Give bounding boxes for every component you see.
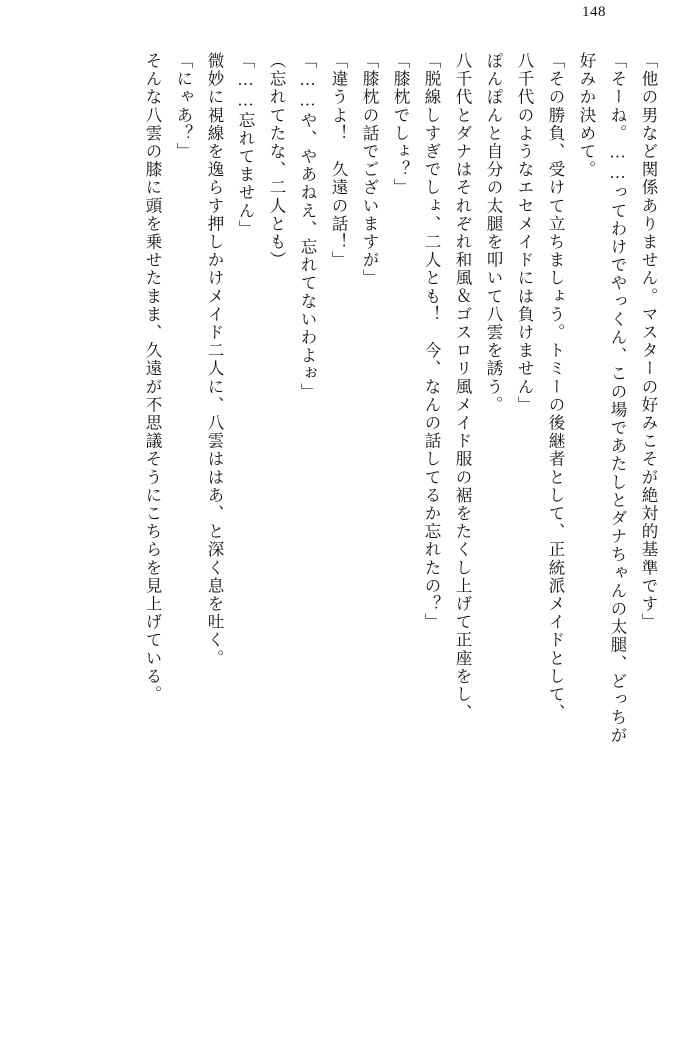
text-line: 微妙に視線を逸らす押しかけメイド二人に、八雲ははあ、と深く息を吐く。 [205,52,224,668]
text-line: 好みか決めて。 [577,52,596,179]
text-line: 「脱線しすぎでしょ、二人とも！ 今、なんの話してるか忘れたの？」 [422,52,441,632]
text-line: そんな八雲の膝に頭を乗せたまま、久遠が不思議そうにこちらを見上げている。 [143,52,162,704]
text-line: ぽんぽんと自分の太腿を叩いて八雲を誘う。 [484,52,503,414]
text-line: 「その勝負、受けて立ちましょう。トミーの後継者として、正統派メイドとして、 [546,52,565,722]
text-line: 「違うよ！ 久遠の話！」 [329,52,348,270]
page-number: 148 [582,4,606,20]
text-line: 「他の男など関係ありません。マスターの好みこそが絶対的基準です」 [639,52,658,632]
text-line: 八千代のようなエセメイドには負けません」 [515,52,534,414]
text-line: 「にゃあ？」 [174,52,193,161]
text-line: 「そーね。……ってわけでやっくん、この場であたしとダナちゃんの太腿、どっちが [608,52,627,745]
text-line: 八千代とダナはそれぞれ和風＆ゴスロリ風メイド服の裾をたくし上げて正座をし、 [453,52,472,722]
body-text-columns [26,52,664,1010]
text-line: 「膝枕でしょ？」 [391,52,410,197]
text-line: 「……忘れてません」 [236,52,255,238]
text-line: 「膝枕の話でございますが」 [360,52,379,288]
text-line: 「……や、やあねえ、忘れてないわよぉ」 [298,52,317,401]
text-line: （忘れてたな、二人とも） [267,52,286,270]
